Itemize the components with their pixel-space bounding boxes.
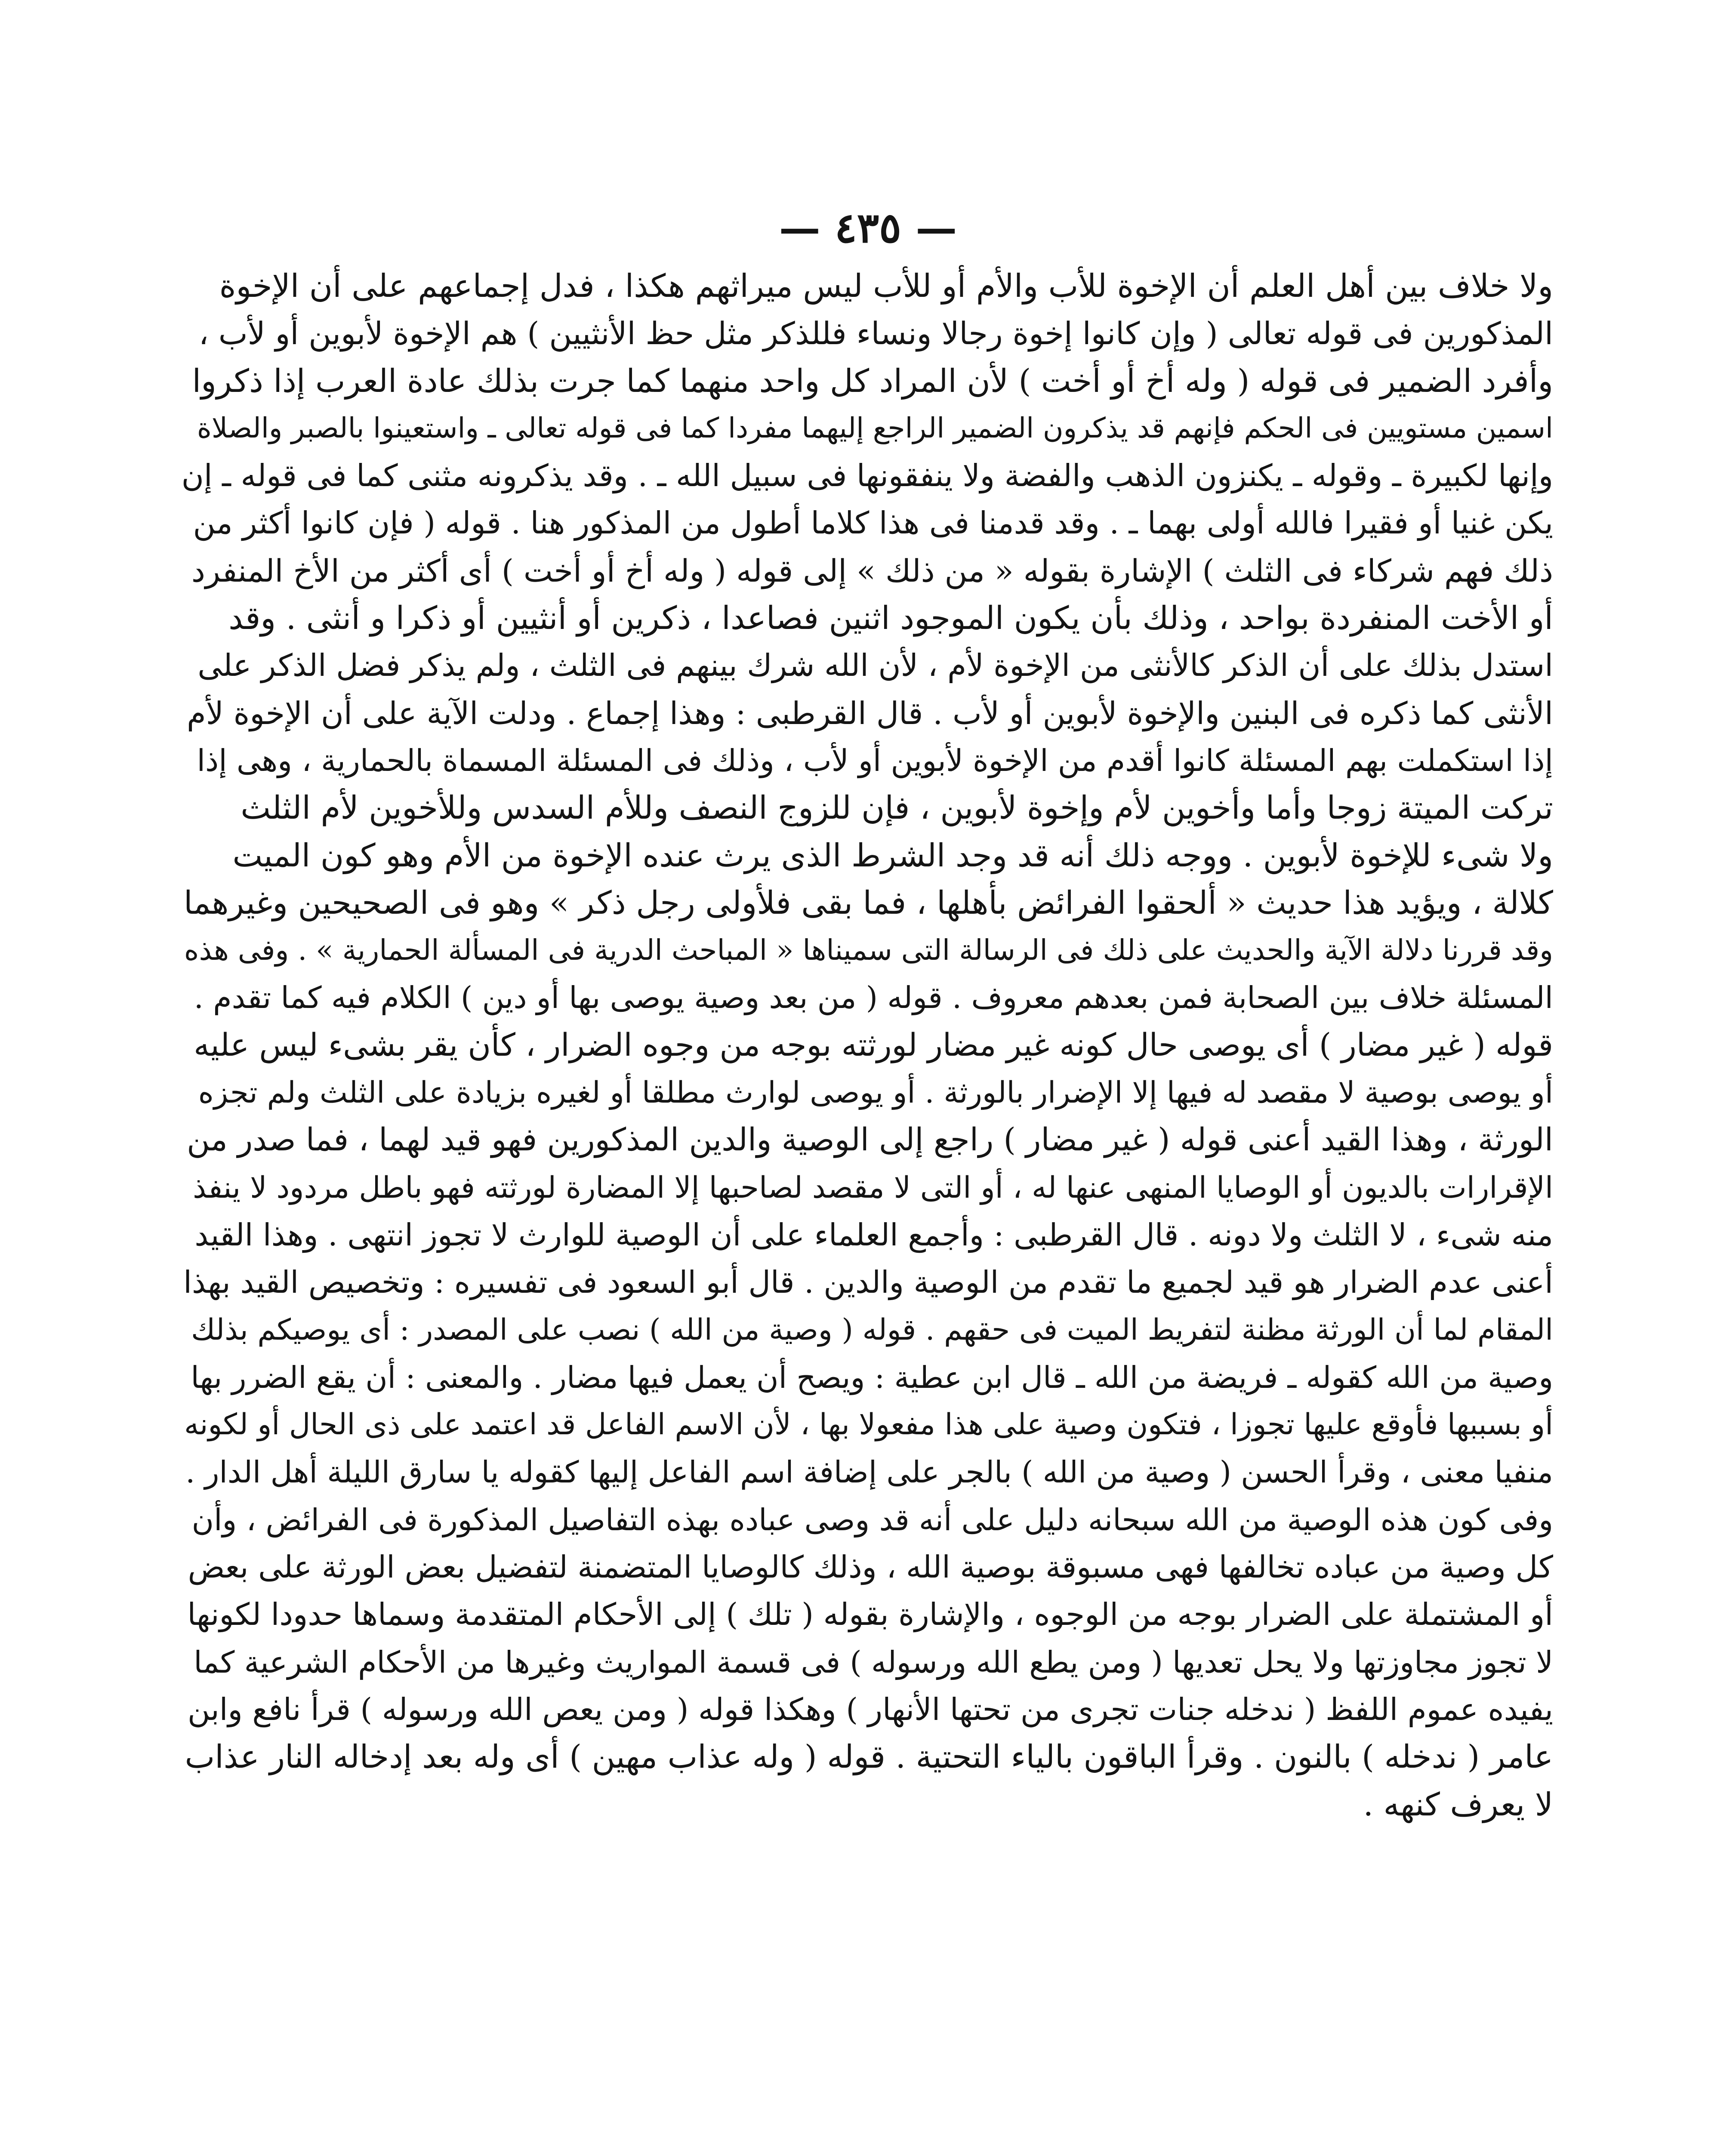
text-line: لا يعرف كنهه . (1363, 1786, 1553, 1823)
text-line: كل وصية من عباده تخالفها فهى مسبوقة بوصية الله ، وذلك كالوصايا المتضمنة لتفضيل بعض الورثة على بعض (188, 1549, 1553, 1585)
text-line: المسئلة خلاف بين الصحابة فمن بعدهم معروف . قوله ( من بعد وصية يوصى بها أو دين ) الكلام فيه كما تقدم . (194, 980, 1553, 1016)
text-line: قوله ( غير مضار ) أى يوصى حال كونه غير مضار لورثته بوجه من وجوه الضرار ، كأن يقر بشىء ليس عليه (194, 1026, 1553, 1063)
text-line: المذكورين فى قوله تعالى ( وإن كانوا إخوة رجالا ونساء فللذكر مثل حظ الأنثيين ) هم الإخوة لأبوين أو لأب ، (198, 315, 1553, 352)
text-line: الإقرارات بالديون أو الوصايا المنهى عنها له ، أو التى لا مقصد لصاحبها إلا المضارة لورثته فهو باطل مردود لا ينفذ (193, 1170, 1553, 1205)
text-line: منفيا معنى ، وقرأ الحسن ( وصية من الله ) بالجر على إضافة اسم الفاعل إليها كقوله يا سارق الليلة أهل الدار . (185, 1455, 1553, 1490)
text-line: استدل بذلك على أن الذكر كالأنثى من الإخوة لأم ، لأن الله شرك بينهم فى الثلث ، ولم يذكر فضل الذكر على (197, 647, 1553, 684)
text-line: وفى كون هذه الوصية من الله سبحانه دليل على أنه قد وصى عباده بهذه التفاصيل المذكورة فى الفرائض ، وأن (191, 1502, 1553, 1538)
text-line: أو الأخت المنفردة بواحد ، وذلك بأن يكون الموجود اثنين فصاعدا ، ذكرين أو أنثيين أو ذكرا و أنثى . وقد (228, 600, 1553, 637)
text-line: أو يوصى بوصية لا مقصد له فيها إلا الإضرار بالورثة . أو يوصى لوارث مطلقا أو لغيره بزيادة على الثلث ولم تجزه (198, 1076, 1553, 1110)
text-line: الأنثى كما ذكره فى البنين والإخوة لأبوين أو لأب . قال القرطبى : وهذا إجماع . ودلت الآية على أن الإخوة لأم (187, 695, 1553, 731)
text-line: أو بسببها فأوقع عليها تجوزا ، فتكون وصية على هذا مفعولا بها ، لأن الاسم الفاعل قد اعتمد على ذى الحال أو لكونه (184, 1408, 1553, 1442)
text-line: ذلك فهم شركاء فى الثلث ) الإشارة بقوله « من ذلك » إلى قوله ( وله أخ أو أخت ) أى أكثر من الأخ المنفرد (191, 552, 1553, 589)
text-line: الورثة ، وهذا القيد أعنى قوله ( غير مضار ) راجع إلى الوصية والدين المذكورين فهو قيد لهما ، فما صدر من (187, 1122, 1553, 1159)
text-line: كلالة ، ويؤيد هذا حديث « ألحقوا الفرائض بأهلها ، فما بقى فلأولى رجل ذكر » وهو فى الصحيحين وغيرهما (184, 884, 1553, 921)
text-line: تركت الميتة زوجا وأما وأخوين لأم وإخوة لأبوين ، فإن للزوج النصف وللأم السدس وللأخوين لأم الثلث (241, 789, 1553, 827)
text-line: لا تجوز مجاوزتها ولا يحل تعديها ( ومن يطع الله ورسوله ) فى قسمة المواريث وغيرها من الأحكام الشرعية كما (194, 1644, 1553, 1680)
text-line: اسمين مستويين فى الحكم فإنهم قد يذكرون الضمير الراجع إليهما مفردا كما فى قوله تعالى ـ واستعينوا بالصبر والصلاة (197, 412, 1553, 444)
text-line: وصية من الله كقوله ـ فريضة من الله ـ قال ابن عطية : ويصح أن يعمل فيها مضار . والمعنى : أن يقع الضرر بها (191, 1359, 1553, 1395)
text-line: وأفرد الضمير فى قوله ( وله أخ أو أخت ) لأن المراد كل واحد منهما كما جرت بذلك عادة العرب إذا ذكروا (192, 362, 1553, 400)
text-line: ولا خلاف بين أهل العلم أن الإخوة للأب والأم أو للأب ليس ميراثهم هكذا ، فدل إجماعهم على أن الإخوة (219, 268, 1553, 305)
page-number: — ٤٣٥ — (779, 203, 957, 252)
text-line: وإنها لكبيرة ـ وقوله ـ يكنزون الذهب والفضة ولا ينفقونها فى سبيل الله ـ . وقد يذكرونه مثنى كما فى قوله ـ إن (181, 458, 1553, 494)
text-line: عامر ( ندخله ) بالنون . وقرأ الباقون بالياء التحتية . قوله ( وله عذاب مهين ) أى وله بعد إدخاله النار عذاب (185, 1738, 1553, 1776)
text-line: أو المشتملة على الضرار بوجه من الوجوه ، والإشارة بقوله ( تلك ) إلى الأحكام المتقدمة وسماها حدودا لكونها (187, 1596, 1553, 1633)
body-text (181, 262, 1553, 1828)
text-line: المقام لما أن الورثة مظنة لتفريط الميت فى حقهم . قوله ( وصية من الله ) نصب على المصدر : أى يوصيكم بذلك (191, 1313, 1553, 1347)
text-line: ولا شىء للإخوة لأبوين . ووجه ذلك أنه قد وجد الشرط الذى يرث عنده الإخوة من الأم وهو كون الميت (232, 837, 1553, 874)
text-line: يفيده عموم اللفظ ( ندخله جنات تجرى من تحتها الأنهار ) وهكذا قوله ( ومن يعص الله ورسوله ) قرأ نافع وابن (188, 1691, 1553, 1727)
text-line: أعنى عدم الضرار هو قيد لجميع ما تقدم من الوصية والدين . قال أبو السعود فى تفسيره : وتخصيص القيد بهذا (183, 1264, 1553, 1300)
text-line: إذا استكملت بهم المسئلة كانوا أقدم من الإخوة لأبوين أو لأب ، وذلك فى المسئلة المسماة بالحمارية ، وهى إذا (197, 743, 1553, 778)
text-line: يكن غنيا أو فقيرا فالله أولى بهما ـ . وقد قدمنا فى هذا كلاما أطول من المذكور هنا . قوله ( فإن كانوا أكثر من (193, 505, 1553, 541)
text-line: وقد قررنا دلالة الآية والحديث على ذلك فى الرسالة التى سميناها « المباحث الدرية فى المسألة الحمارية » . وفى هذه (184, 934, 1553, 967)
text-line: منه شىء ، لا الثلث ولا دونه . قال القرطبى : وأجمع العلماء على أن الوصية للوارث لا تجوز انتهى . وهذا القيد (194, 1217, 1553, 1253)
